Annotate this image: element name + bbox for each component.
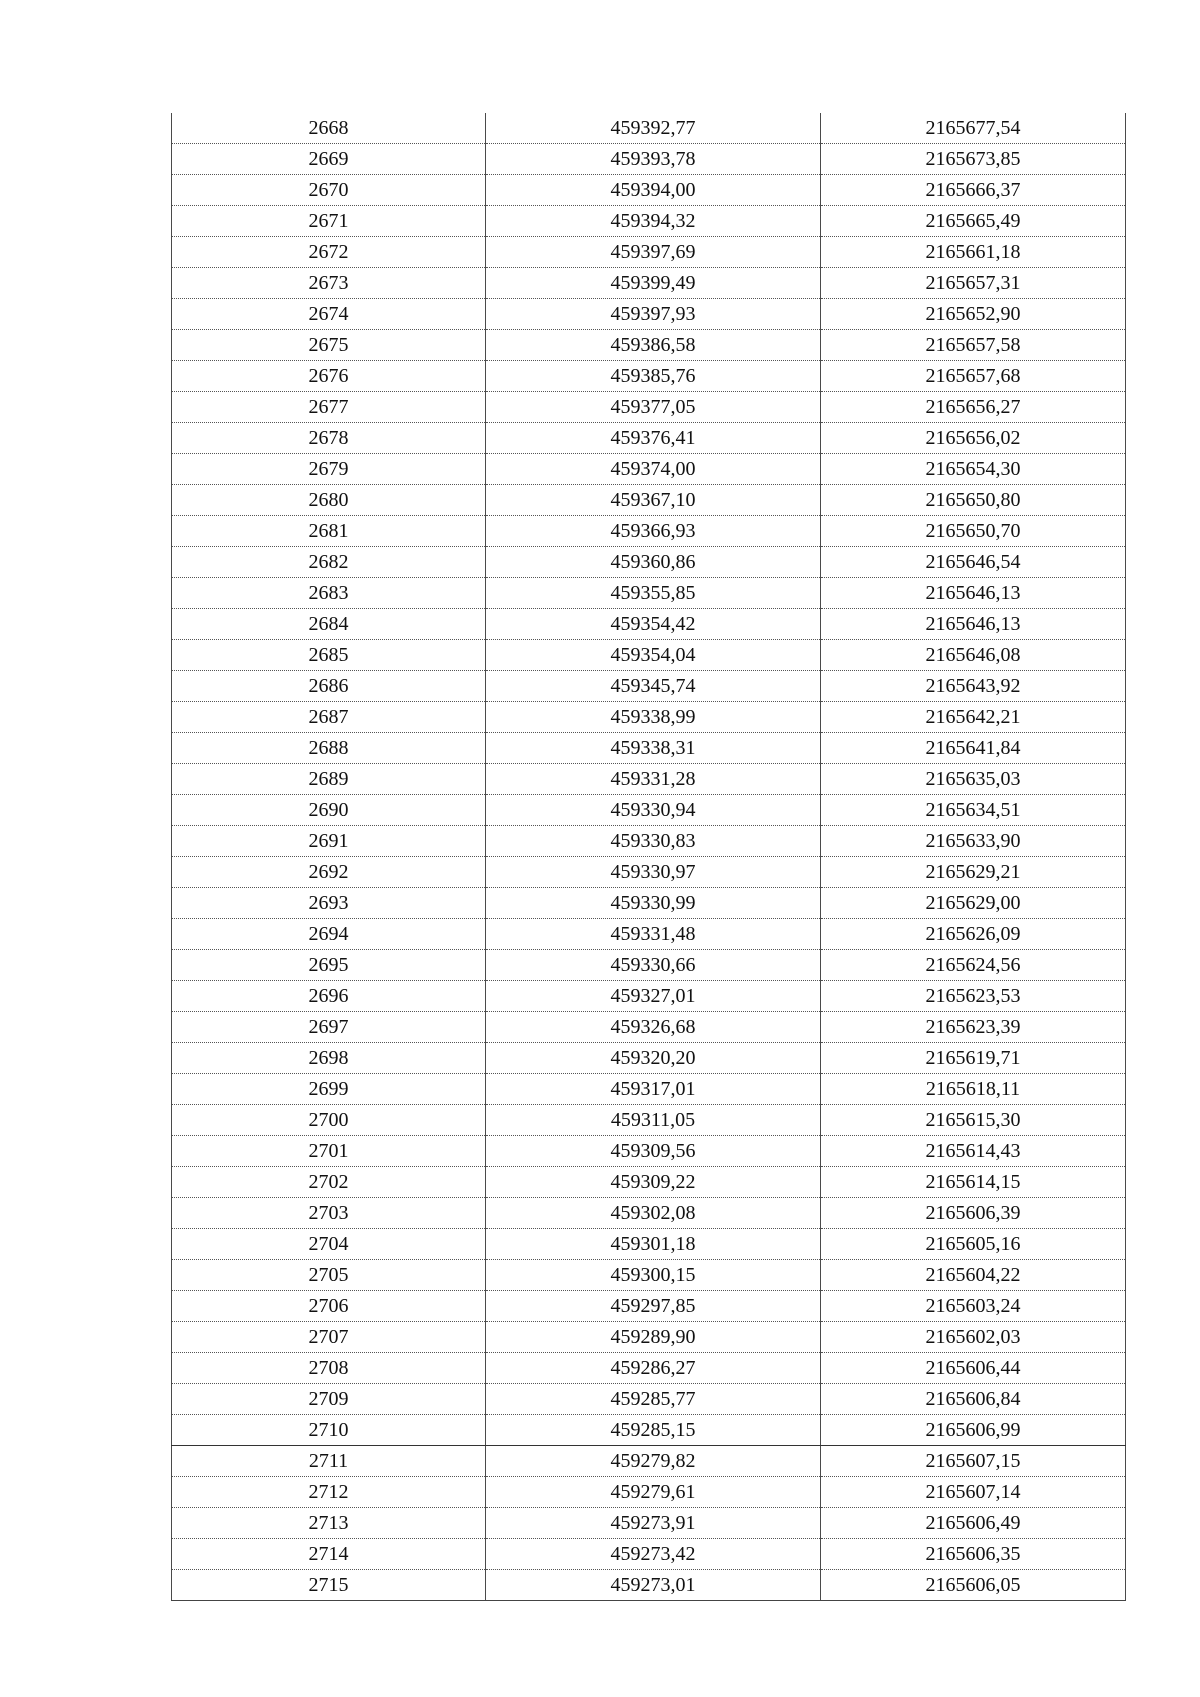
y-coordinate-cell: 2165606,84 [821,1384,1126,1415]
point-number-cell: 2682 [172,547,486,578]
x-coordinate-cell: 459397,93 [486,299,821,330]
x-coordinate-cell: 459327,01 [486,981,821,1012]
point-number-cell: 2710 [172,1415,486,1446]
table-row [172,1477,1126,1508]
x-coordinate-cell: 459360,86 [486,547,821,578]
table-row [172,1508,1126,1539]
x-coordinate-cell: 459338,31 [486,733,821,764]
x-coordinate-cell: 459354,04 [486,640,821,671]
x-coordinate-cell: 459300,15 [486,1260,821,1291]
point-number-cell: 2669 [172,144,486,175]
x-coordinate-cell: 459331,48 [486,919,821,950]
table-row [172,113,1126,144]
point-number-cell: 2668 [172,113,486,144]
point-number-cell: 2676 [172,361,486,392]
point-number-cell: 2703 [172,1198,486,1229]
table-row [172,175,1126,206]
table-row [172,237,1126,268]
table-row [172,144,1126,175]
table-row [172,1229,1126,1260]
table-row [172,1136,1126,1167]
x-coordinate-cell: 459330,83 [486,826,821,857]
y-coordinate-cell: 2165642,21 [821,702,1126,733]
x-coordinate-cell: 459386,58 [486,330,821,361]
point-number-cell: 2680 [172,485,486,516]
point-number-cell: 2672 [172,237,486,268]
table-row [172,1043,1126,1074]
y-coordinate-cell: 2165654,30 [821,454,1126,485]
point-number-cell: 2679 [172,454,486,485]
y-coordinate-cell: 2165634,51 [821,795,1126,826]
x-coordinate-cell: 459309,56 [486,1136,821,1167]
x-coordinate-cell: 459394,32 [486,206,821,237]
y-coordinate-cell: 2165657,58 [821,330,1126,361]
y-coordinate-cell: 2165602,03 [821,1322,1126,1353]
table-row [172,795,1126,826]
point-number-cell: 2681 [172,516,486,547]
point-number-cell: 2709 [172,1384,486,1415]
y-coordinate-cell: 2165633,90 [821,826,1126,857]
y-coordinate-cell: 2165606,35 [821,1539,1126,1570]
table-row [172,361,1126,392]
point-number-cell: 2713 [172,1508,486,1539]
y-coordinate-cell: 2165629,00 [821,888,1126,919]
x-coordinate-cell: 459397,69 [486,237,821,268]
x-coordinate-cell: 459393,78 [486,144,821,175]
table-row [172,1291,1126,1322]
x-coordinate-cell: 459326,68 [486,1012,821,1043]
point-number-cell: 2698 [172,1043,486,1074]
y-coordinate-cell: 2165646,08 [821,640,1126,671]
x-coordinate-cell: 459394,00 [486,175,821,206]
y-coordinate-cell: 2165646,13 [821,609,1126,640]
y-coordinate-cell: 2165606,49 [821,1508,1126,1539]
table-row [172,578,1126,609]
table-row [172,485,1126,516]
x-coordinate-cell: 459374,00 [486,454,821,485]
point-number-cell: 2690 [172,795,486,826]
point-number-cell: 2701 [172,1136,486,1167]
x-coordinate-cell: 459330,66 [486,950,821,981]
y-coordinate-cell: 2165673,85 [821,144,1126,175]
table-row [172,1384,1126,1415]
y-coordinate-cell: 2165666,37 [821,175,1126,206]
x-coordinate-cell: 459354,42 [486,609,821,640]
table-row [172,1105,1126,1136]
y-coordinate-cell: 2165603,24 [821,1291,1126,1322]
table-row [172,330,1126,361]
x-coordinate-cell: 459286,27 [486,1353,821,1384]
table-row [172,1322,1126,1353]
table-row [172,981,1126,1012]
point-number-cell: 2688 [172,733,486,764]
y-coordinate-cell: 2165650,70 [821,516,1126,547]
point-number-cell: 2706 [172,1291,486,1322]
table-row [172,1012,1126,1043]
y-coordinate-cell: 2165606,99 [821,1415,1126,1446]
x-coordinate-cell: 459376,41 [486,423,821,454]
point-number-cell: 2677 [172,392,486,423]
point-number-cell: 2707 [172,1322,486,1353]
table-row [172,950,1126,981]
point-number-cell: 2673 [172,268,486,299]
point-number-cell: 2697 [172,1012,486,1043]
point-number-cell: 2714 [172,1539,486,1570]
y-coordinate-cell: 2165656,02 [821,423,1126,454]
point-number-cell: 2704 [172,1229,486,1260]
table-row [172,609,1126,640]
x-coordinate-cell: 459279,82 [486,1446,821,1477]
point-number-cell: 2696 [172,981,486,1012]
point-number-cell: 2684 [172,609,486,640]
x-coordinate-cell: 459311,05 [486,1105,821,1136]
point-number-cell: 2670 [172,175,486,206]
table-row [172,733,1126,764]
x-coordinate-cell: 459377,05 [486,392,821,423]
y-coordinate-cell: 2165661,18 [821,237,1126,268]
y-coordinate-cell: 2165635,03 [821,764,1126,795]
x-coordinate-cell: 459279,61 [486,1477,821,1508]
table-row [172,299,1126,330]
coordinates-table-body [172,113,1126,1601]
table-row [172,764,1126,795]
x-coordinate-cell: 459273,91 [486,1508,821,1539]
x-coordinate-cell: 459367,10 [486,485,821,516]
y-coordinate-cell: 2165623,53 [821,981,1126,1012]
x-coordinate-cell: 459399,49 [486,268,821,299]
point-number-cell: 2700 [172,1105,486,1136]
y-coordinate-cell: 2165665,49 [821,206,1126,237]
y-coordinate-cell: 2165626,09 [821,919,1126,950]
x-coordinate-cell: 459273,42 [486,1539,821,1570]
y-coordinate-cell: 2165605,16 [821,1229,1126,1260]
x-coordinate-cell: 459338,99 [486,702,821,733]
y-coordinate-cell: 2165606,44 [821,1353,1126,1384]
point-number-cell: 2712 [172,1477,486,1508]
y-coordinate-cell: 2165652,90 [821,299,1126,330]
y-coordinate-cell: 2165615,30 [821,1105,1126,1136]
table-row [172,1353,1126,1384]
y-coordinate-cell: 2165618,11 [821,1074,1126,1105]
point-number-cell: 2689 [172,764,486,795]
table-row [172,1260,1126,1291]
table-row [172,516,1126,547]
table-row [172,826,1126,857]
point-number-cell: 2674 [172,299,486,330]
table-row [172,1446,1126,1477]
table-row [172,1167,1126,1198]
x-coordinate-cell: 459285,77 [486,1384,821,1415]
table-row [172,547,1126,578]
x-coordinate-cell: 459309,22 [486,1167,821,1198]
point-number-cell: 2715 [172,1570,486,1601]
table-row [172,702,1126,733]
x-coordinate-cell: 459385,76 [486,361,821,392]
y-coordinate-cell: 2165629,21 [821,857,1126,888]
y-coordinate-cell: 2165650,80 [821,485,1126,516]
y-coordinate-cell: 2165607,15 [821,1446,1126,1477]
y-coordinate-cell: 2165614,43 [821,1136,1126,1167]
point-number-cell: 2692 [172,857,486,888]
table-row [172,1539,1126,1570]
point-number-cell: 2694 [172,919,486,950]
y-coordinate-cell: 2165606,39 [821,1198,1126,1229]
x-coordinate-cell: 459330,97 [486,857,821,888]
table-row [172,1415,1126,1446]
x-coordinate-cell: 459273,01 [486,1570,821,1601]
x-coordinate-cell: 459285,15 [486,1415,821,1446]
x-coordinate-cell: 459330,94 [486,795,821,826]
y-coordinate-cell: 2165624,56 [821,950,1126,981]
point-number-cell: 2695 [172,950,486,981]
y-coordinate-cell: 2165677,54 [821,113,1126,144]
x-coordinate-cell: 459345,74 [486,671,821,702]
x-coordinate-cell: 459302,08 [486,1198,821,1229]
y-coordinate-cell: 2165646,54 [821,547,1126,578]
y-coordinate-cell: 2165607,14 [821,1477,1126,1508]
y-coordinate-cell: 2165614,15 [821,1167,1126,1198]
point-number-cell: 2678 [172,423,486,454]
table-row [172,919,1126,950]
point-number-cell: 2699 [172,1074,486,1105]
table-row [172,671,1126,702]
table-row [172,206,1126,237]
table-row [172,640,1126,671]
y-coordinate-cell: 2165643,92 [821,671,1126,702]
y-coordinate-cell: 2165641,84 [821,733,1126,764]
point-number-cell: 2693 [172,888,486,919]
table-row [172,888,1126,919]
table-row [172,454,1126,485]
y-coordinate-cell: 2165623,39 [821,1012,1126,1043]
x-coordinate-cell: 459355,85 [486,578,821,609]
x-coordinate-cell: 459297,85 [486,1291,821,1322]
x-coordinate-cell: 459320,20 [486,1043,821,1074]
y-coordinate-cell: 2165657,68 [821,361,1126,392]
point-number-cell: 2702 [172,1167,486,1198]
y-coordinate-cell: 2165646,13 [821,578,1126,609]
table-row [172,268,1126,299]
point-number-cell: 2711 [172,1446,486,1477]
x-coordinate-cell: 459366,93 [486,516,821,547]
x-coordinate-cell: 459317,01 [486,1074,821,1105]
table-row [172,1570,1126,1601]
y-coordinate-cell: 2165619,71 [821,1043,1126,1074]
y-coordinate-cell: 2165657,31 [821,268,1126,299]
point-number-cell: 2705 [172,1260,486,1291]
y-coordinate-cell: 2165604,22 [821,1260,1126,1291]
point-number-cell: 2671 [172,206,486,237]
point-number-cell: 2683 [172,578,486,609]
y-coordinate-cell: 2165606,05 [821,1570,1126,1601]
point-number-cell: 2691 [172,826,486,857]
coordinates-table [171,113,1126,1601]
table-row [172,1198,1126,1229]
y-coordinate-cell: 2165656,27 [821,392,1126,423]
x-coordinate-cell: 459301,18 [486,1229,821,1260]
x-coordinate-cell: 459331,28 [486,764,821,795]
point-number-cell: 2685 [172,640,486,671]
point-number-cell: 2675 [172,330,486,361]
x-coordinate-cell: 459392,77 [486,113,821,144]
table-row [172,1074,1126,1105]
point-number-cell: 2686 [172,671,486,702]
table-row [172,392,1126,423]
point-number-cell: 2708 [172,1353,486,1384]
point-number-cell: 2687 [172,702,486,733]
table-row [172,423,1126,454]
table-row [172,857,1126,888]
x-coordinate-cell: 459330,99 [486,888,821,919]
x-coordinate-cell: 459289,90 [486,1322,821,1353]
